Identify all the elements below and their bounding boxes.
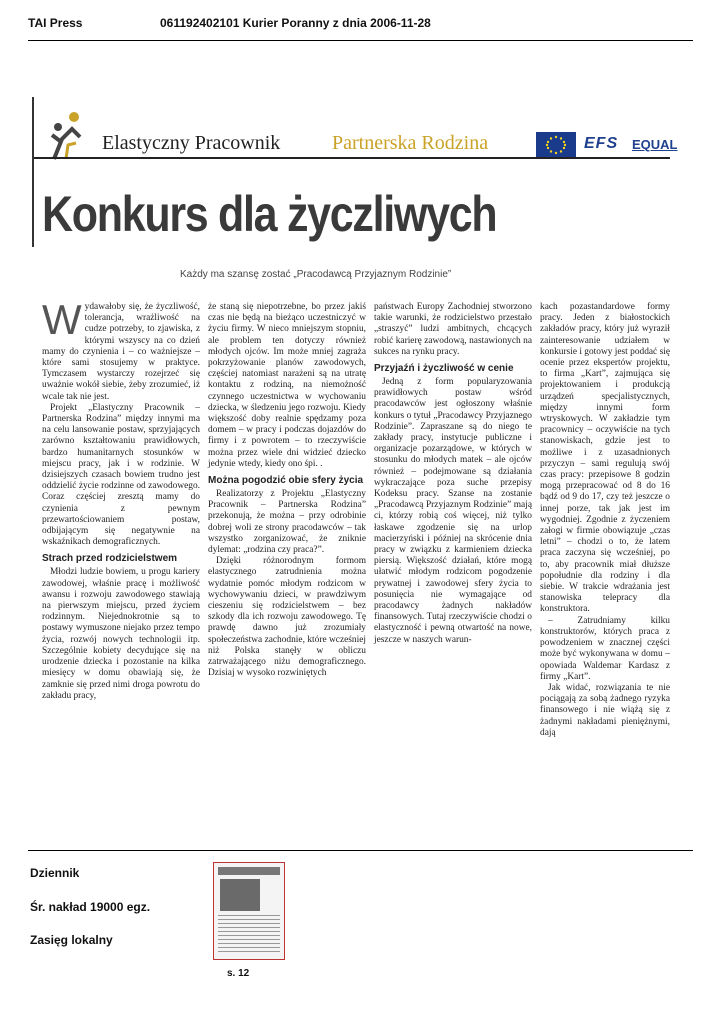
page-thumbnail bbox=[213, 862, 285, 960]
reach: Zasięg lokalny bbox=[30, 933, 113, 947]
paragraph: że staną się niepotrzebne, bo przez jakiś czas nie będą na bieżąco uczestniczyć w życiu firmy. W nieco mniejszym stopniu, ale problem ten dotyczy również młodych ojców. Im może mniej zagraża pokrzyżowanie planów zawodowych, częściej natomiast narażeni są na utratę kontaktu z rodziną, na niemożność czynnego uczestnictwa w wychowaniu dziecka, w śledzeniu jego rozwoju. Kiedy większość doby realnie spędzamy poza domem – w pracy i podczas dojazdów do firmy i z powrotem – to rzeczywiście można przez wiele dni widzieć dziecko jedynie wtedy, kiedy ono śpi. . bbox=[208, 302, 366, 469]
drop-cap: W bbox=[42, 296, 82, 343]
paragraph: Projekt „Elastyczny Pracownik – Partnerska Rodzina” między innymi ma na celu lansowanie postaw, sprzyjających zarówno kształtowaniu prawidłowych, bardzo humanitarnych stosunków w miejscu pracy, jak i w rodzinie. W dzisiejszych czasach bowiem trudno jest oddzielić życie rodzinne od zawodowego. Coraz częściej zresztą mamy do czynienia z pewnym przewartościowaniem postaw, odbijającym się negatywnie na wskaźnikach demograficznych. bbox=[42, 402, 200, 548]
source-name: TAI Press bbox=[28, 16, 83, 30]
running-figures-logo-icon bbox=[44, 109, 88, 161]
paragraph bbox=[42, 296, 200, 403]
paragraph: Jedną z form popularyzowania prawidłowych postaw wśród pracodawców jest ogłoszony właśnie konkurs o tytuł „Pracodawcy Przyjaznego Rodzinie”. Zapraszane są do niego te zakłady pracy, instytucje publiczne i organizacje pozarządowe, w których w stosunku do młodych matek – ale ojców również – podejmowane są działania wykraczające poza suche przepisy Kodeksu pracy. Szanse na zostanie „Pracodawcą Przyjaznym Rodzinie” mają ci, którzy robią coś więcej, niż tylko łaskawe zgodzenie się na urlop macierzyński i później na skrócenie dnia pracy w związku z karmieniem dziecka piersią. Większość działań, które mogą ułatwić młodym rodzicom pogodzenie prywatnej i zawodowej sfery życia to posunięcia nie wymagające od pracodawcy żadnych nakładów finansowych. Tutaj rzeczywiście chodzi o elastyczność i pewną otwartość na nowe, jeszcze w naszych warun- bbox=[374, 377, 532, 645]
newspaper-clipping bbox=[32, 97, 678, 807]
paragraph-text: ydawałoby się, że życzliwość, tolerancja, wrażliwość na cudze potrzeby, to zjawiska, z którymi wszyscy na co dzień mamy do czynienia i – co ważniejsze – które sami stosujemy w praktyce. Tymczasem wystarczy rozejrzeć się uważnie wokół siebie, żeby zrozumieć, iż wcale tak nie jest. bbox=[42, 302, 200, 402]
paragraph: – Zatrudniamy kilku konstruktorów, których praca z powodzeniem w znacznej części może być wykonywana w domu – opowiada Waldemar Kardasz z firmy „Kart”. bbox=[540, 615, 670, 682]
logo-bar bbox=[44, 109, 678, 161]
publication-info: 061192402101 Kurier Poranny z dnia 2006-11-28 bbox=[160, 16, 431, 30]
paragraph: Młodzi ludzie bowiem, u progu kariery zawodowej, właśnie pracę i możliwość awansu i rozwoju zawodowego stawiają na pierwszym miejscu, przed życiem rodzinnym. Niejednokrotnie są to postawy wymuszone niejako przez tempo życia, rozwój nowych technologii itp. Szczególnie kobiety decydujące się na urodzenie dziecka i pozostanie na kilka miesięcy w domu obawiają się, że zamknie się przed nimi droga powrotu do zakładu pracy, bbox=[42, 567, 200, 701]
paragraph: Dzięki różnorodnym formom elastycznego zatrudnienia można wydatnie pomóc młodym rodzicom w wychowywaniu dzieci, w prawdziwym cieszeniu się rodzicielstwem – bez szkody dla ich rozwoju zawodowego. Tę prawdę dawno już zrozumiały społeczeństwa zachodnie, które wcześniej niż Polska stanęły w obliczu zatrważającego niżu demograficznego. Dzisiaj w wysoko rozwiniętych bbox=[208, 556, 366, 679]
document-header bbox=[28, 16, 693, 38]
article-headline: Konkurs dla życzliwych bbox=[42, 186, 497, 242]
page-number: s. 12 bbox=[227, 968, 250, 979]
paragraph: Realizatorzy z Projektu „Elastyczny Pracownik – Partnerska Rodzina” przekonują, że można – przy odrobinie dobrej woli ze strony pracodawców – tak wszystko zorganizować, że zniknie dylemat: „rodzina czy praca?”. bbox=[208, 489, 366, 556]
brand-partnerska-rodzina: Partnerska Rodzina bbox=[332, 132, 489, 154]
article-column-2 bbox=[208, 302, 366, 680]
header-divider bbox=[28, 40, 693, 41]
thumbnail-photo bbox=[220, 879, 260, 911]
paragraph: Jak widać, rozwiązania te nie pociągają za sobą żadnego ryzyka finansowego i nie wiążą się z żadnymi nakładami pieniężnymi, dają bbox=[540, 682, 670, 738]
section-heading: Przyjaźń i życzliwość w cenie bbox=[374, 363, 514, 375]
equal-logo: EQUAL bbox=[632, 137, 678, 152]
article-column-4 bbox=[540, 302, 670, 739]
thumbnail-title-bar bbox=[218, 867, 280, 875]
section-heading: Strach przed rodzicielstwem bbox=[42, 553, 178, 565]
paragraph: kach pozastandardowe formy pracy. Jeden z białostockich zakładów pracy, który już wyraził zainteresowanie udziałem w konkursie i gotowy jest poddać się ocenie przez ekspertów projektu, to firma „Kart”, zajmująca się projektowaniem i produkcją urządzeń specjalistycznych, między innymi form wtryskowych. W zakładzie tym pracownicy – oczywiście na tych stanowiskach, gdzie jest to możliwe i z uzasadnionych przyczyn – sami regulują swój czas pracy: przepisowe 8 godzin mogą przepracować od 8 do 16 bądź od 9 do 17, czy też jeszcze o innej porze, tak jak jest im wygodniej. Zgodnie z życzeniem załogi w firmie obowiązuje „czas letni” – chodzi o to, że latem praca zaczyna się wcześniej, po to, aby pracownik miał dłuższe popołudnie dla rodziny i dla siebie. W trakcie wdrażania jest stanowiska telepracy dla konstruktora. bbox=[540, 302, 670, 615]
left-margin-rule bbox=[32, 97, 34, 247]
publication-type: Dziennik bbox=[30, 866, 80, 880]
circulation: Śr. nakład 19000 egz. bbox=[30, 900, 151, 914]
footer-divider bbox=[28, 850, 693, 851]
article-column-3 bbox=[374, 302, 532, 646]
brand-elastyczny-pracownik: Elastyczny Pracownik bbox=[102, 132, 281, 154]
paragraph: państwach Europy Zachodniej stworzono takie warunki, że rodzicielstwo przestało „straszyć” ludzi ambitnych, chcących robić karierę zawodową, nastawionych na sukces na rynku pracy. bbox=[374, 302, 532, 357]
eu-flag-icon bbox=[536, 132, 576, 158]
article-subheadline: Każdy ma szansę zostać „Pracodawcą Przyjaznym Rodzinie” bbox=[180, 269, 452, 280]
section-heading: Można pogodzić obie sfery życia bbox=[208, 475, 364, 487]
thumbnail-text-lines bbox=[218, 915, 280, 955]
efs-logo: EFS bbox=[584, 135, 619, 152]
article-column-1 bbox=[42, 296, 200, 702]
title-divider bbox=[34, 157, 670, 159]
